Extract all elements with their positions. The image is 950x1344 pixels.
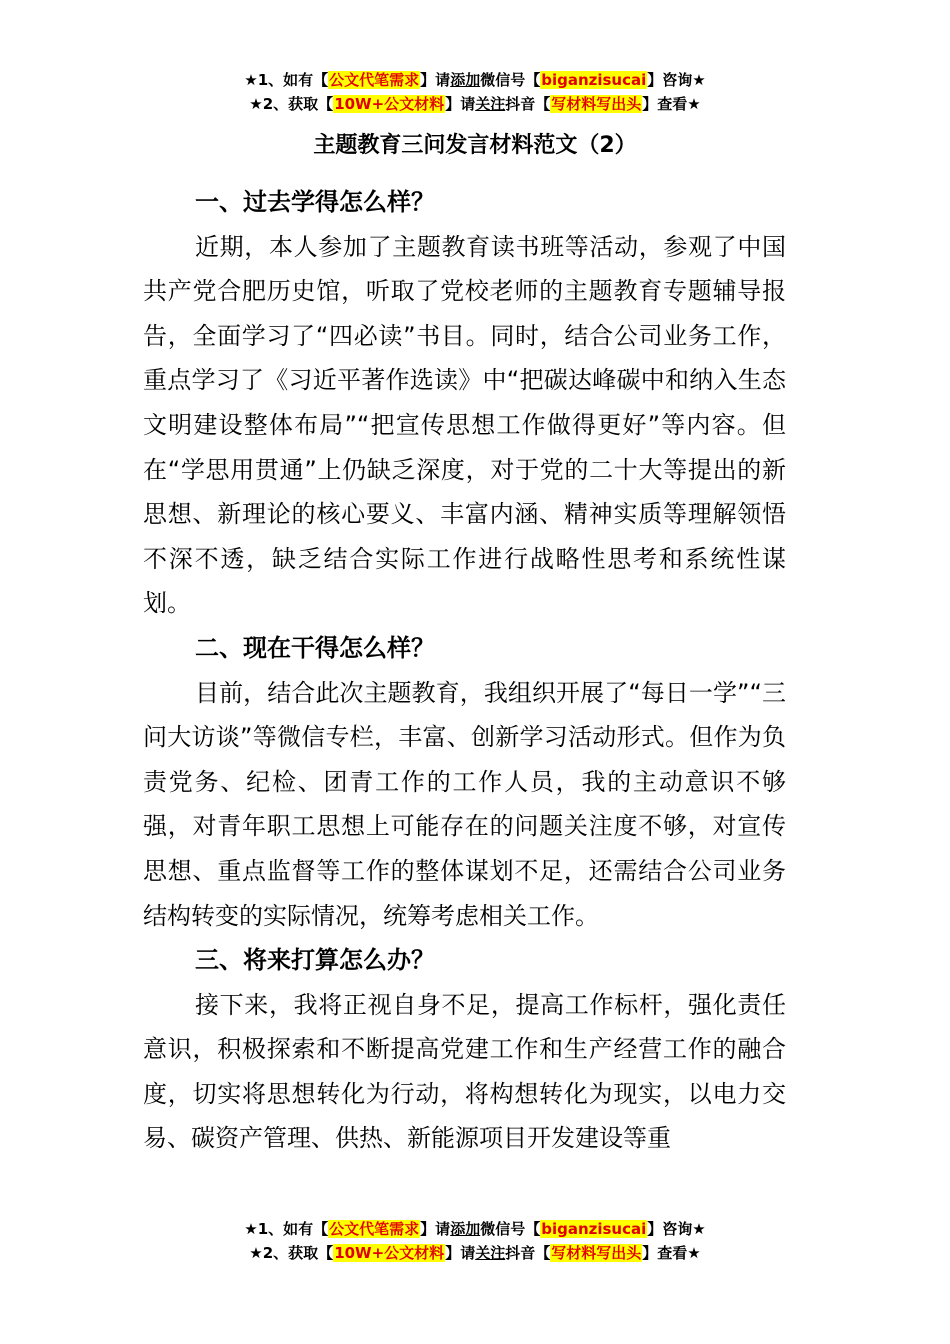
notice-text: 】请 (420, 71, 451, 89)
section-paragraph: 接下来，我将正视自身不足，提高工作标杆，强化责任意识，积极探索和不断提高党建工作和生产经营工作的融合度，切实将思想转化为行动，将构想转化为现实，以电力交易、碳资产管理、供热、新能源项目开发建设等重 (143, 990, 786, 1153)
notice-text: ★1、如有【 (244, 1220, 329, 1238)
notice-highlight-service: 公文代笔需求 (329, 1220, 420, 1238)
notice-text: 微信号【 (480, 1220, 541, 1238)
notice-highlight-douyin: 写材料写出头 (551, 95, 642, 113)
notice-text: 】咨询★ (647, 71, 706, 89)
notice-line-1 (0, 68, 950, 92)
notice-text: 】咨询★ (647, 1220, 706, 1238)
document-body (143, 180, 786, 1161)
section-paragraph: 近期，本人参加了主题教育读书班等活动，参观了中国共产党合肥历史馆，听取了党校老师的主题教育专题辅导报告，全面学习了“四必读”书目。同时，结合公司业务工作，重点学习了《习近平著作选读》中“把碳达峰碳中和纳入生态文明建设整体布局”“把宣传思想工作做得更好”等内容。但在“学思用贯通”上仍缺乏深度，对于党的二十大等提出的新思想、新理论的核心要义、丰富内涵、精神实质等理解领悟不深不透，缺乏结合实际工作进行战略性思考和系统性谋划。 (143, 232, 786, 618)
notice-text: 微信号【 (480, 71, 541, 89)
notice-line-2 (0, 92, 950, 116)
notice-line-1 (0, 1217, 950, 1241)
notice-line-2 (0, 1241, 950, 1265)
notice-text: ★1、如有【 (244, 71, 329, 89)
document-title: 主题教育三问发言材料范文（2） (313, 133, 637, 158)
notice-emphasis: 关注 (475, 95, 506, 113)
notice-emphasis: 添加 (450, 71, 481, 89)
notice-highlight-wechat-id: biganzisucai (541, 1220, 647, 1238)
footer-notice (0, 1217, 950, 1265)
section-heading: 三、将来打算怎么办？ (195, 946, 435, 975)
notice-text: 】查看★ (642, 1244, 701, 1262)
section-heading: 一、过去学得怎么样？ (195, 188, 435, 216)
notice-text: 】请 (420, 1220, 451, 1238)
section-paragraph: 目前，结合此次主题教育，我组织开展了“每日一学”“三问大访谈”等微信专栏，丰富、创新学习活动形式。但作为负责党务、纪检、团青工作的工作人员，我的主动意识不够强，对青年职工思想上可能存在的问题关注度不够，对宣传思想、重点监督等工作的整体谋划不足，还需结合公司业务结构转变的实际情况，统筹考虑相关工作。 (143, 678, 786, 930)
notice-highlight-materials: 10W+公文材料 (334, 95, 445, 113)
notice-text: 】请 (445, 95, 476, 113)
notice-text: 】请 (445, 1244, 476, 1262)
notice-highlight-service: 公文代笔需求 (329, 71, 420, 89)
notice-text: 】查看★ (642, 95, 701, 113)
notice-text: 抖音【 (505, 1244, 551, 1262)
notice-text: 抖音【 (505, 95, 551, 113)
notice-emphasis: 添加 (450, 1220, 481, 1238)
section-heading: 二、现在干得怎么样？ (195, 633, 435, 662)
notice-text: ★2、获取【 (249, 95, 334, 113)
notice-highlight-wechat-id: biganzisucai (541, 71, 647, 89)
header-notice (0, 68, 950, 116)
notice-text: ★2、获取【 (249, 1244, 334, 1262)
notice-emphasis: 关注 (475, 1244, 506, 1262)
notice-highlight-materials: 10W+公文材料 (334, 1244, 445, 1262)
notice-highlight-douyin: 写材料写出头 (551, 1244, 642, 1262)
